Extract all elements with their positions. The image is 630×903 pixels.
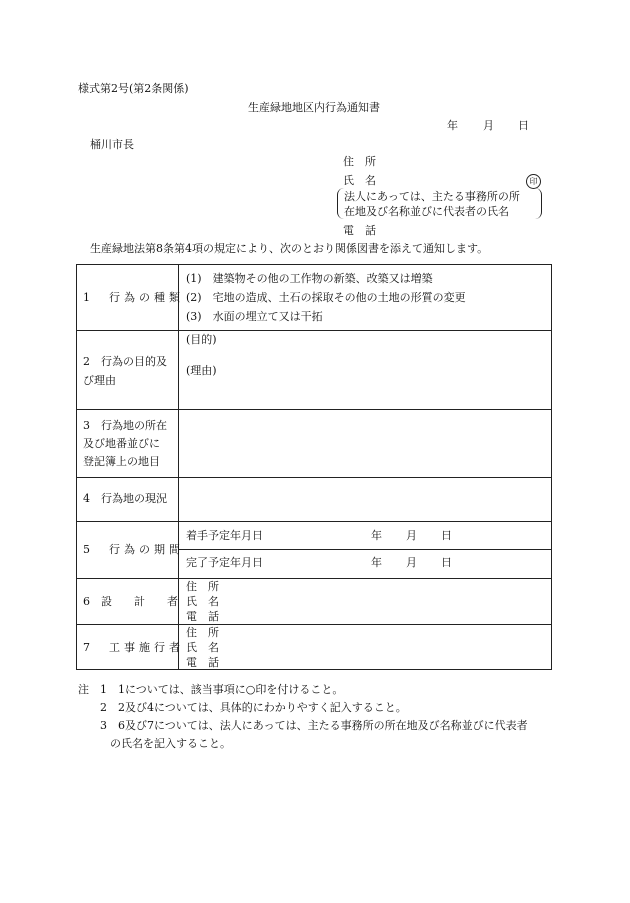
addressee: 桶川市長 [90,138,134,151]
reason-label: (理由) [186,364,217,377]
note-1: 1 1については、該当事項に○印を付けること。 [100,683,344,696]
row-divider-6 [76,624,552,625]
row-divider-3 [76,477,552,478]
intro-text: 生産緑地法第8条第4項の規定により、次のとおり関係図書を添えて通知します。 [90,242,489,255]
row6-label: 6 設 計 者 [83,595,178,608]
notes-prefix: 注 [78,683,89,696]
row3-label-line2: 及び地番並びに [83,437,160,450]
corp-note-line1: 法人にあっては、主たる事務所の所 [344,190,520,203]
row2-label-line2: び理由 [83,374,116,387]
row1-label: 1 行為の種類 [83,291,184,304]
row2-label-line1: 2 行為の目的及 [83,355,167,368]
end-date-label: 完了予定年月日 [186,556,263,569]
page-title: 生産緑地地区内行為通知書 [248,101,380,114]
table-column-divider [178,264,179,670]
end-month: 月 [406,556,417,569]
contractor-phone: 電 話 [186,656,219,669]
row3-label-line3: 登記簿上の地目 [83,455,160,468]
form-number: 様式第2号(第2条関係) [78,82,189,95]
action-type-item-2: (2) 宅地の造成、土石の採取その他の土地の形質の変更 [186,291,466,304]
purpose-label: (目的) [186,333,217,346]
note-3-line1: 3 6及び7については、法人にあっては、主たる事務所の所在地及び名称並びに代表者 [100,719,528,732]
action-type-item-3: (3) 水面の埋立て又は干拓 [186,310,323,323]
note-2: 2 2及び4については、具体的にわかりやすく記入すること。 [100,701,407,714]
row-divider-2 [76,409,552,410]
row5-label: 5 行為の期間 [83,543,184,556]
date-year: 年 [447,119,458,132]
applicant-name-label: 氏 名 [343,174,376,187]
row-divider-4 [76,521,552,522]
designer-address: 住 所 [186,580,219,593]
row7-label: 7 工事施行者 [83,641,184,654]
row4-label: 4 行為地の現況 [83,492,167,505]
designer-phone: 電 話 [186,610,219,623]
end-year: 年 [371,556,382,569]
row5-inner-divider [178,549,552,550]
start-date-label: 着手予定年月日 [186,529,263,542]
corp-note-line2: 在地及び名称並びに代表者の氏名 [344,205,509,218]
note-3-line2: の氏名を記入すること。 [110,737,231,750]
row3-label-line1: 3 行為地の所在 [83,419,167,432]
applicant-address-label: 住 所 [343,155,376,168]
row-divider-5 [76,578,552,579]
designer-name: 氏 名 [186,595,219,608]
start-month: 月 [406,529,417,542]
contractor-address: 住 所 [186,626,219,639]
action-type-item-1: (1) 建築物その他の工作物の新築、改築又は増築 [186,272,433,285]
applicant-phone-label: 電 話 [343,224,376,237]
date-month: 月 [483,119,494,132]
date-day: 日 [518,119,529,132]
end-day: 日 [441,556,452,569]
start-year: 年 [371,529,382,542]
start-day: 日 [441,529,452,542]
contractor-name: 氏 名 [186,641,219,654]
seal-icon: 印 [526,174,541,189]
row-divider-1 [76,330,552,331]
